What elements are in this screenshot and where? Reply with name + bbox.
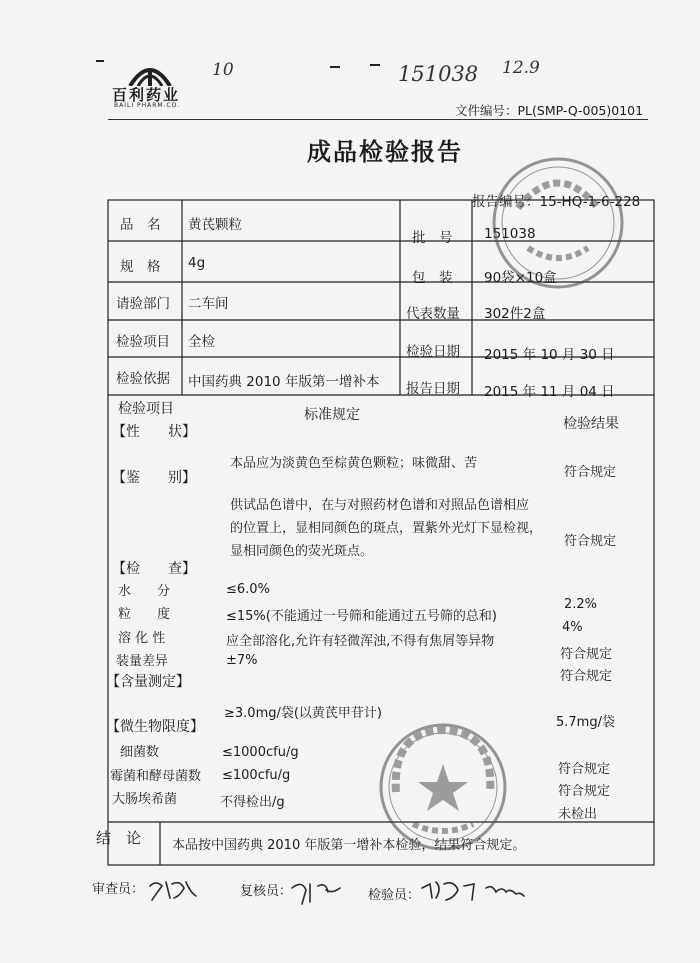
company-seal-stamp-icon <box>368 712 518 862</box>
conclusion-label: 结 论 <box>96 829 142 847</box>
mold-result: 符合规定 <box>558 784 611 799</box>
report-date-label: 报告日期 <box>406 381 460 397</box>
report-number: 报告编号：15-HQ-1-6-228 <box>472 194 641 210</box>
company-name-en: BAILI PHARM.CO. <box>114 102 181 109</box>
mold-label: 霉菌和酵母菌数 <box>110 769 202 784</box>
conclusion-text: 本品按中国药典 2010 年版第一增补本检验，结果符合规定。 <box>172 838 526 853</box>
identify-standard-2: 的位置上，显相同颜色的斑点，置紫外光灯下显检视， <box>230 521 543 536</box>
bacteria-result: 符合规定 <box>558 762 611 777</box>
reviewer-label: 审查员： <box>92 882 145 897</box>
page-title: 成品检验报告 <box>307 138 463 166</box>
batch-value: 151038 <box>484 226 536 242</box>
handwritten-note: 10 <box>212 60 234 80</box>
weight-standard: ±7% <box>226 653 258 668</box>
quality-dept-stamp-icon <box>478 148 638 298</box>
basis-value: 中国药典 2010 年版第一增补本 <box>188 374 380 390</box>
ecoli-label: 大肠埃希菌 <box>112 792 178 807</box>
handwritten-batch: 151038 <box>398 62 479 86</box>
moisture-result: 2.2% <box>564 597 598 612</box>
checker-label: 复核员： <box>240 884 293 899</box>
assay-standard: ≥3.0mg/袋(以黄芪甲苷计) <box>224 706 383 721</box>
inspect-date-value: 2015 年 10 月 30 日 <box>484 347 615 363</box>
header-result: 检验结果 <box>563 416 619 432</box>
moisture-label: 水 分 <box>118 584 171 599</box>
dept-value: 二车间 <box>188 296 229 312</box>
spec-label: 规 格 <box>120 259 161 275</box>
report-date-value: 2015 年 11 月 04 日 <box>484 384 615 400</box>
bacteria-standard: ≤1000cfu/g <box>222 745 299 760</box>
qty-label: 代表数量 <box>406 306 460 322</box>
item-label: 检验项目 <box>116 334 170 350</box>
handwritten-date: 12.9 <box>502 58 540 78</box>
solubility-result: 符合规定 <box>560 647 613 662</box>
bacteria-label: 细菌数 <box>120 745 160 760</box>
granularity-label: 粒 度 <box>118 607 171 622</box>
granularity-standard: ≤15%(不能通过一号筛和能通过五号筛的总和) <box>226 609 497 624</box>
header-item: 检验项目 <box>118 401 174 417</box>
character-result: 符合规定 <box>564 465 617 480</box>
section-assay: 【含量测定】 <box>106 674 190 690</box>
document-number: 文件编号：PL(SMP-Q-005)0101 <box>455 103 644 118</box>
inspect-date-label: 检验日期 <box>406 344 460 360</box>
header-standard: 标准规定 <box>304 407 360 423</box>
mold-standard: ≤100cfu/g <box>222 768 291 783</box>
section-microbial: 【微生物限度】 <box>106 719 204 735</box>
identify-standard-1: 供试品色谱中，在与对照药材色谱和对照品色谱相应 <box>230 498 530 513</box>
identify-standard-3: 显相同颜色的荧光斑点。 <box>230 544 374 559</box>
batch-label: 批 号 <box>412 230 453 246</box>
product-name-label: 品 名 <box>120 217 161 233</box>
product-name-value: 黄芪颗粒 <box>188 217 242 233</box>
granularity-result: 4% <box>562 620 583 635</box>
solubility-label: 溶 化 性 <box>118 631 166 646</box>
dept-label: 请验部门 <box>116 296 170 312</box>
qty-value: 302件2盒 <box>484 306 546 322</box>
section-character: 【性 状】 <box>112 424 196 440</box>
package-label: 包 装 <box>412 270 453 286</box>
solubility-standard: 应全部溶化,允许有轻微浑浊,不得有焦屑等异物 <box>226 634 495 649</box>
inspector-label: 检验员： <box>368 888 421 903</box>
item-value: 全检 <box>188 334 215 350</box>
weight-label: 装量差异 <box>116 654 169 669</box>
section-identify: 【鉴 别】 <box>112 470 196 486</box>
moisture-standard: ≤6.0% <box>226 582 270 597</box>
basis-label: 检验依据 <box>116 371 170 387</box>
assay-result: 5.7mg/袋 <box>556 715 615 730</box>
ecoli-standard: 不得检出/g <box>220 795 285 810</box>
weight-result: 符合规定 <box>560 669 613 684</box>
character-standard: 本品应为淡黄色至棕黄色颗粒；味微甜、苦 <box>230 456 478 471</box>
ecoli-result: 未检出 <box>558 807 598 822</box>
spec-value: 4g <box>188 255 206 271</box>
company-name: 百利药业 <box>112 86 181 104</box>
section-check: 【检 查】 <box>112 561 196 577</box>
package-value: 90袋×10盒 <box>484 270 557 286</box>
identify-result: 符合规定 <box>564 534 617 549</box>
